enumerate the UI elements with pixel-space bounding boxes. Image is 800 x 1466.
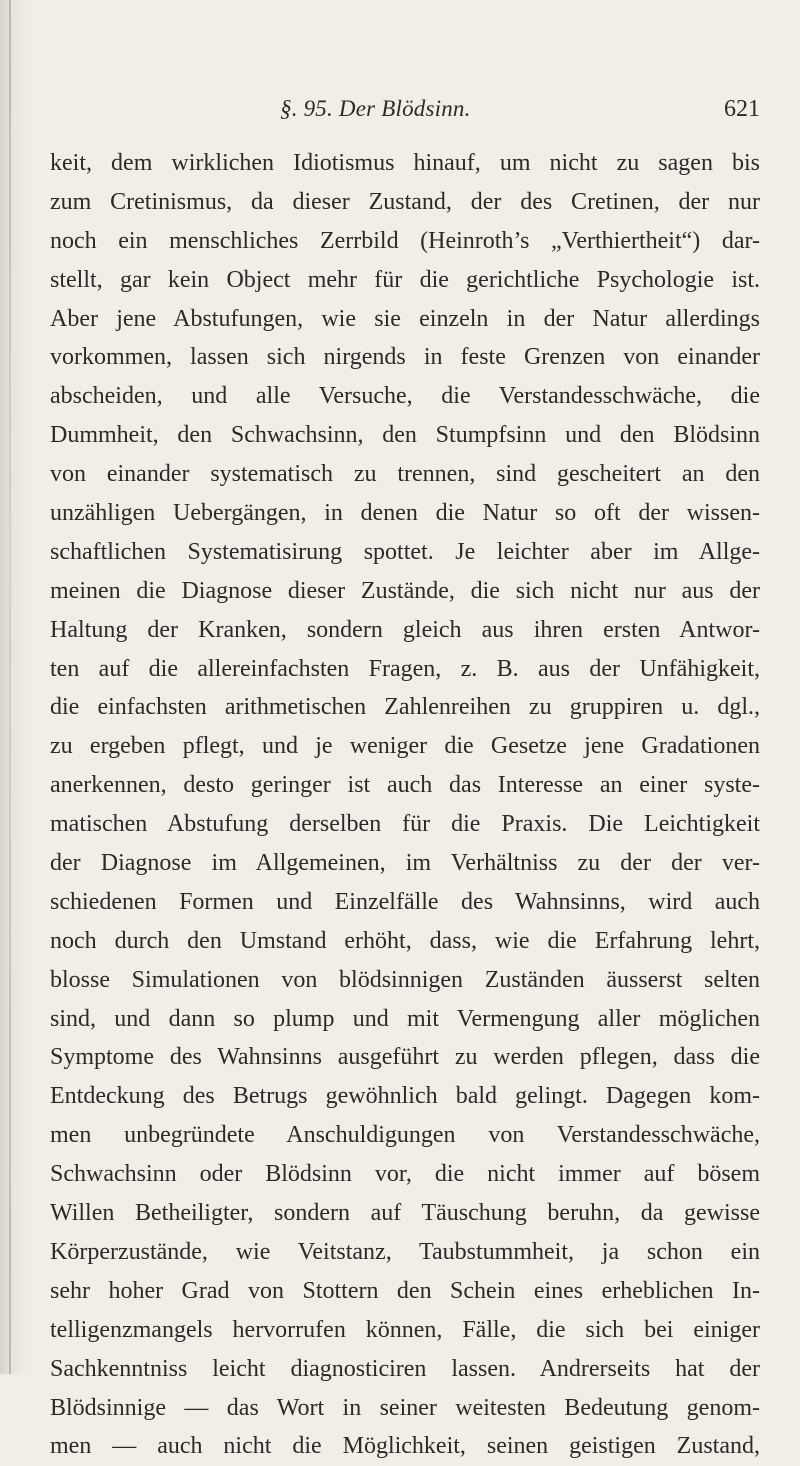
text-line: Willen Betheiligter, sondern auf Täuschung beruhn, da gewisse: [50, 1200, 760, 1227]
text-line: stellt, gar kein Object mehr für die gerichtliche Psychologie ist.: [50, 266, 760, 293]
text-line: sehr hoher Grad von Stottern den Schein eines erheblichen In-: [50, 1277, 760, 1304]
text-line: Schwachsinn oder Blödsinn vor, die nicht immer auf bösem: [50, 1161, 760, 1188]
text-line: abscheiden, und alle Versuche, die Verstandesschwäche, die: [50, 383, 760, 410]
page-number: 621: [724, 96, 760, 122]
section-number: §. 95.: [280, 96, 333, 121]
book-binding-edge: [9, 0, 11, 1374]
text-line: von einander systematisch zu trennen, sind gescheitert an den: [50, 461, 760, 488]
text-line: zu ergeben pflegt, und je weniger die Gesetze jene Gradationen: [50, 733, 760, 760]
running-header: [50, 92, 760, 132]
text-line: men — auch nicht die Möglichkeit, seinen geistigen Zustand,: [50, 1433, 760, 1460]
text-line: keit, dem wirklichen Idiotismus hinauf, um nicht zu sagen bis: [50, 150, 760, 176]
text-line: unzähligen Uebergängen, in denen die Natur so oft der wissen-: [50, 500, 760, 527]
text-line: Sachkenntniss leicht diagnosticiren lassen. Andrerseits hat der: [50, 1355, 760, 1382]
text-line: anerkennen, desto geringer ist auch das Interesse an einer syste-: [50, 772, 760, 799]
text-line: telligenzmangels hervorrufen können, Fälle, die sich bei einiger: [50, 1316, 760, 1343]
text-line: Dummheit, den Schwachsinn, den Stumpfsinn und den Blödsinn: [50, 422, 760, 449]
text-line: matischen Abstufung derselben für die Praxis. Die Leichtigkeit: [50, 811, 760, 838]
book-page: [50, 92, 760, 1460]
book-binding-shadow: [0, 0, 34, 1374]
text-line: der Diagnose im Allgemeinen, im Verhältniss zu der der ver-: [50, 850, 760, 877]
text-line: Symptome des Wahnsinns ausgeführt zu werden pflegen, dass die: [50, 1044, 760, 1071]
text-line: vorkommen, lassen sich nirgends in feste Grenzen von einander: [50, 344, 760, 371]
text-line: ten auf die allereinfachsten Fragen, z. B. aus der Unfähigkeit,: [50, 655, 760, 682]
text-line: men unbegründete Anschuldigungen von Verstandesschwäche,: [50, 1122, 760, 1149]
text-line: die einfachsten arithmetischen Zahlenreihen zu gruppiren u. dgl.,: [50, 694, 760, 721]
text-line: noch ein menschliches Zerrbild (Heinroth’s „Verthiertheit“) dar-: [50, 227, 760, 254]
chapter-title: Der Blödsinn.: [338, 96, 471, 121]
text-line: blosse Simulationen von blödsinnigen Zuständen äusserst selten: [50, 966, 760, 993]
text-line: schiedenen Formen und Einzelfälle des Wahnsinns, wird auch: [50, 888, 760, 915]
text-line: schaftlichen Systematisirung spottet. Je leichter aber im Allge-: [50, 538, 760, 565]
text-line: Aber jene Abstufungen, wie sie einzeln in der Natur allerdings: [50, 305, 760, 332]
text-line: noch durch den Umstand erhöht, dass, wie die Erfahrung lehrt,: [50, 927, 760, 954]
text-line: Entdeckung des Betrugs gewöhnlich bald gelingt. Dagegen kom-: [50, 1083, 760, 1110]
header-title: [280, 96, 471, 122]
text-line: zum Cretinismus, da dieser Zustand, der des Cretinen, der nur: [50, 188, 760, 215]
text-line: meinen die Diagnose dieser Zustände, die sich nicht nur aus der: [50, 577, 760, 604]
text-line: Blödsinnige — das Wort in seiner weitesten Bedeutung genom-: [50, 1394, 760, 1421]
text-line: sind, und dann so plump und mit Vermengung aller möglichen: [50, 1005, 760, 1032]
body-text: [50, 144, 760, 1466]
text-line: Körperzustände, wie Veitstanz, Taubstummheit, ja schon ein: [50, 1238, 760, 1265]
text-line: Haltung der Kranken, sondern gleich aus ihren ersten Antwor-: [50, 616, 760, 643]
